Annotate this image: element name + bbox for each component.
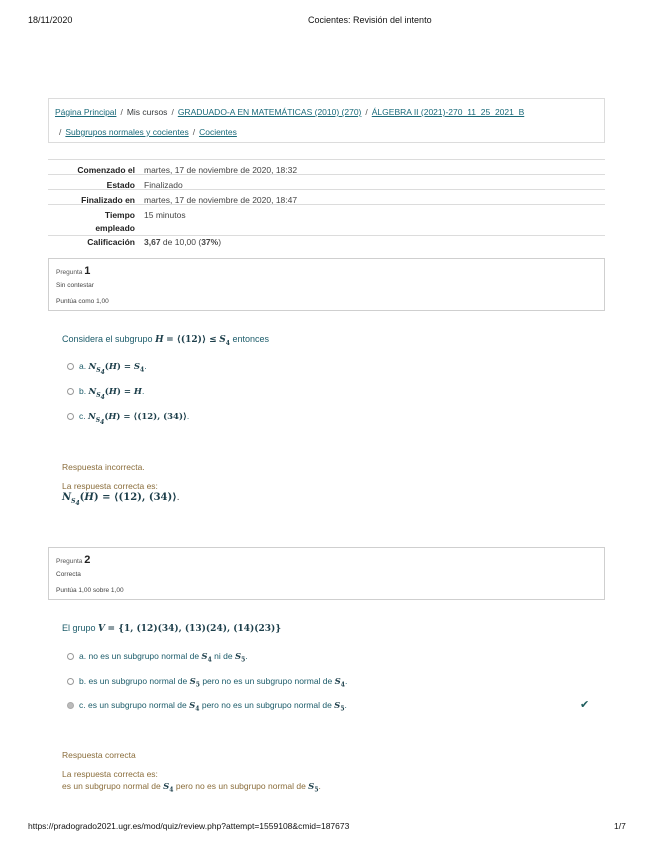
question-status: Sin contestar [56,282,94,289]
radio-button[interactable] [67,678,74,685]
radio-button[interactable] [67,388,74,395]
question-number: Pregunta 2 [56,554,91,566]
summary-label: Finalizado en [81,195,135,205]
breadcrumb-home-link[interactable]: Página Principal [55,107,117,117]
radio-button-selected[interactable] [67,702,74,709]
breadcrumb-subject-link[interactable]: ÁLGEBRA II (2021)-270_11_25_2021_B [371,107,525,117]
question-mark: Puntúa como 1,00 [56,298,109,305]
summary-value: martes, 17 de noviembre de 2020, 18:32 [144,165,298,175]
check-icon: ✔ [580,699,590,711]
q1-correct-label: La respuesta correcta es: [62,481,158,491]
print-date: 18/11/2020 [28,15,73,25]
q1-correct-answer: $N_{S_4}(H)$ = ⟨(12), (34)⟩. [62,492,180,508]
summary-label: Tiempo [104,210,135,220]
breadcrumb-section-link[interactable]: Subgrupos normales y cocientes [65,127,189,137]
breadcrumb-course-link[interactable]: GRADUADO-A EN MATEMÁTICAS (2010) (270) [177,107,362,117]
q1-result: Respuesta incorrecta. [62,462,145,472]
breadcrumb-page-link[interactable]: Cocientes [199,127,237,137]
print-page-number: 1/7 [614,821,626,831]
summary-label: Calificación [87,237,135,247]
q1-option-c[interactable]: c. $N_{S_4}(H)$ = ⟨(12), (34)⟩. [67,411,189,426]
question-2-text: El grupo V = {1, (12)(34), (13)(24), (14)(23)} [62,623,282,634]
print-title: Cocientes: Revisión del intento [308,15,432,25]
breadcrumb-mycourses[interactable]: Mis cursos [126,107,168,117]
summary-label: Comenzado el [77,165,135,175]
q2-option-c[interactable]: c. es un subgrupo normal de $S_4$ pero no es un subgrupo normal de $S_5$. [67,700,347,713]
radio-button[interactable] [67,653,74,660]
summary-row [48,235,605,250]
question-number: Pregunta 1 [56,265,91,277]
breadcrumb: Página Principal / Mis cursos / GRADUADO-A EN MATEMÁTICAS (2010) (270) / ÁLGEBRA II (2021)-270_11_25_2021_B / Subgrupos normales y cocientes / Cocientes [48,98,605,143]
q1-option-b[interactable]: b. $N_{S_4}(H) = H$. [67,386,144,401]
summary-value: 15 minutos [144,210,186,220]
summary-row [48,159,605,174]
question-2-info [48,547,605,600]
radio-button[interactable] [67,413,74,420]
q2-option-b[interactable]: b. es un subgrupo normal de $S_5$ pero no es un subgrupo normal de $S_4$. [67,676,347,689]
q2-result: Respuesta correcta [62,750,136,760]
summary-row [48,189,605,204]
summary-row [48,204,605,235]
summary-row [48,174,605,189]
question-1-text: Considera el subgrupo H = ⟨(12)⟩ ≤ $S_4$ entonces [62,334,269,347]
summary-value: martes, 17 de noviembre de 2020, 18:47 [144,195,298,205]
q2-correct-label: La respuesta correcta es: [62,769,158,779]
q1-option-a[interactable]: a. $N_{S_4}(H) = S_4$. [67,361,147,376]
summary-label: Estado [106,180,135,190]
question-mark: Puntúa 1,00 sobre 1,00 [56,587,124,594]
question-1-info [48,258,605,311]
question-status: Correcta [56,571,81,578]
summary-value: Finalizado [144,180,183,190]
grade-value: 3,67 de 10,00 (37%) [144,237,222,247]
q2-option-a[interactable]: a. no es un subgrupo normal de $S_4$ ni de $S_5$. [67,651,248,664]
print-url: https://pradogrado2021.ugr.es/mod/quiz/review.php?attempt=1559108&cmid=187673 [28,821,350,831]
q2-correct-answer: es un subgrupo normal de $S_4$ pero no es un subgrupo normal de $S_5$. [62,781,321,794]
summary-label-cont: empleado [95,223,135,233]
radio-button[interactable] [67,363,74,370]
